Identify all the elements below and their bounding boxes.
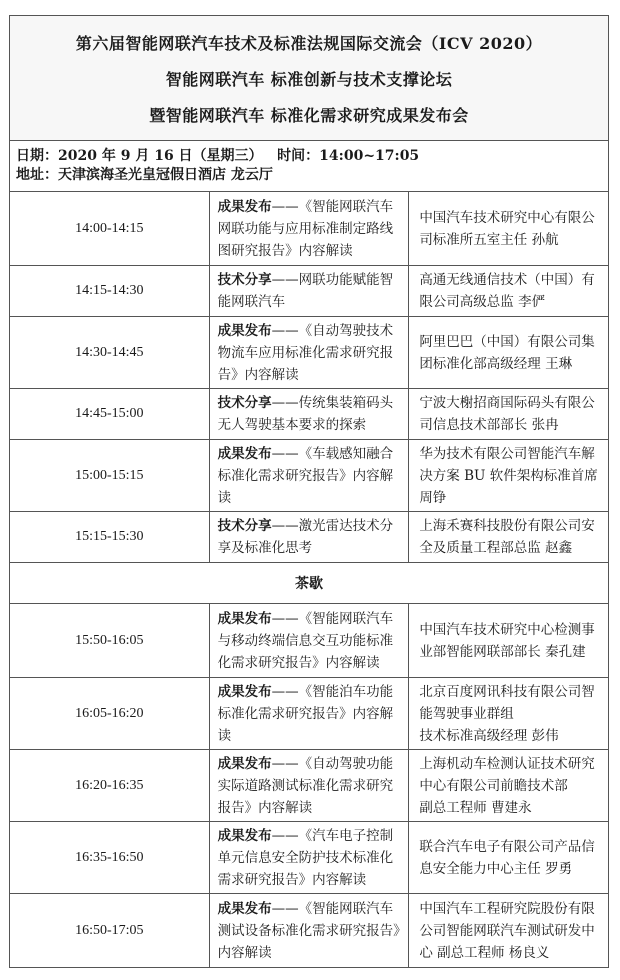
session-time: 14:30-14:45 xyxy=(10,317,210,389)
date-time-line: 日期：2020 年 9 月 16 日（星期三） 时间：14:00~17:05 xyxy=(16,148,420,164)
session-time: 16:20-16:35 xyxy=(10,750,210,822)
speaker-line: 宁波大榭招商国际码头有限公司信息技术部部长 张冉 xyxy=(419,395,595,433)
agenda-table xyxy=(9,15,609,968)
session-topic xyxy=(209,192,409,266)
session-time: 16:35-16:50 xyxy=(10,822,210,894)
venue-line: 地址：天津滨海圣光皇冠假日酒店 龙云厅 xyxy=(16,167,273,183)
session-title: ——《自动驾驶技术物流车应用标准化需求研究报告》内容解读 xyxy=(217,322,394,383)
session-title: ——《智能网联汽车网联功能与应用标准制定路线图研究报告》内容解读 xyxy=(217,198,394,259)
speaker-line: 北京百度网讯科技有限公司智能驾驶事业群组 xyxy=(419,683,595,722)
session-speaker xyxy=(409,317,609,389)
tea-break-label: 茶歇 xyxy=(10,563,609,604)
speaker-line: 上海禾赛科技股份有限公司安全及质量工程部总监 赵鑫 xyxy=(419,518,595,556)
session-row xyxy=(10,389,609,440)
speaker-line: 高通无线通信技术（中国）有限公司高级总监 李俨 xyxy=(419,272,595,310)
session-row xyxy=(10,317,609,389)
session-time: 15:00-15:15 xyxy=(10,440,210,512)
session-tag: 成果发布 xyxy=(217,755,272,772)
session-title: ——《智能网联汽车测试设备标准化需求研究报告》内容解读 xyxy=(217,900,400,961)
session-time: 14:45-15:00 xyxy=(10,389,210,440)
session-row xyxy=(10,192,609,266)
session-speaker xyxy=(409,678,609,750)
speaker-line: 周铮 xyxy=(419,489,447,506)
session-row xyxy=(10,440,609,512)
session-topic xyxy=(209,512,409,563)
session-tag: 成果发布 xyxy=(217,683,272,700)
session-title: ——《智能网联汽车与移动终端信息交互功能标准化需求研究报告》内容解读 xyxy=(217,610,394,671)
session-speaker xyxy=(409,192,609,266)
break-row xyxy=(10,563,609,604)
info-cell xyxy=(10,141,609,192)
session-topic xyxy=(209,822,409,894)
session-title: ——《汽车电子控制单元信息安全防护技术标准化需求研究报告》内容解读 xyxy=(217,827,394,888)
session-row xyxy=(10,266,609,317)
session-topic xyxy=(209,440,409,512)
session-topic xyxy=(209,894,409,968)
session-row xyxy=(10,678,609,750)
session-tag: 成果发布 xyxy=(217,610,272,627)
session-topic xyxy=(209,750,409,822)
session-time: 16:05-16:20 xyxy=(10,678,210,750)
session-time: 15:15-15:30 xyxy=(10,512,210,563)
session-topic xyxy=(209,604,409,678)
session-speaker xyxy=(409,512,609,563)
speaker-line: 中国汽车工程研究院股份有限公司智能网联汽车测试研发中心 副总工程师 杨良义 xyxy=(419,900,595,961)
conference-title: 第六届智能网联汽车技术及标准法规国际交流会（ICV 2020） xyxy=(75,34,543,53)
session-speaker xyxy=(409,604,609,678)
session-tag: 成果发布 xyxy=(217,827,272,844)
title-cell xyxy=(10,16,609,141)
speaker-line: 副总工程师 曹建永 xyxy=(419,799,532,816)
speaker-line: 上海机动车检测认证技术研究中心有限公司前瞻技术部 xyxy=(419,755,595,794)
speaker-line: 中国汽车技术研究中心有限公司标准所五室主任 孙航 xyxy=(419,209,595,248)
session-title: ——传统集装箱码头无人驾驶基本要求的探索 xyxy=(217,395,394,433)
release-title: 暨智能网联汽车 标准化需求研究成果发布会 xyxy=(149,106,469,125)
session-speaker xyxy=(409,822,609,894)
session-topic xyxy=(209,389,409,440)
session-speaker xyxy=(409,750,609,822)
session-time: 15:50-16:05 xyxy=(10,604,210,678)
session-speaker xyxy=(409,440,609,512)
session-speaker xyxy=(409,894,609,968)
session-tag: 成果发布 xyxy=(217,198,272,215)
session-time: 14:15-14:30 xyxy=(10,266,210,317)
session-title: ——《自动驾驶功能实际道路测试标准化需求研究报告》内容解读 xyxy=(217,755,394,816)
speaker-line: 联合汽车电子有限公司产品信息安全能力中心主任 罗勇 xyxy=(419,838,595,877)
session-topic xyxy=(209,317,409,389)
agenda-document xyxy=(9,15,609,968)
session-row xyxy=(10,750,609,822)
forum-title: 智能网联汽车 标准创新与技术支撑论坛 xyxy=(165,70,453,89)
speaker-line: 华为技术有限公司智能汽车解决方案 BU 软件架构标准首席 xyxy=(419,445,598,484)
speaker-line: 阿里巴巴（中国）有限公司集团标准化部高级经理 王琳 xyxy=(419,333,595,372)
title-row xyxy=(10,16,609,141)
session-topic xyxy=(209,678,409,750)
session-row xyxy=(10,894,609,968)
session-time: 16:50-17:05 xyxy=(10,894,210,968)
session-title: ——激光雷达技术分享及标准化思考 xyxy=(217,518,394,556)
session-tag: 成果发布 xyxy=(217,900,272,917)
session-title: ——网联功能赋能智能网联汽车 xyxy=(217,272,394,310)
speaker-line: 中国汽车技术研究中心检测事业部智能网联部部长 秦孔建 xyxy=(419,621,595,660)
session-title: ——《智能泊车功能标准化需求研究报告》内容解读 xyxy=(217,683,394,744)
session-time: 14:00-14:15 xyxy=(10,192,210,266)
session-tag: 技术分享 xyxy=(217,518,272,534)
info-row xyxy=(10,141,609,192)
session-row xyxy=(10,604,609,678)
speaker-line: 技术标准高级经理 彭伟 xyxy=(419,727,559,744)
session-speaker xyxy=(409,266,609,317)
session-tag: 技术分享 xyxy=(217,272,272,288)
session-topic xyxy=(209,266,409,317)
session-speaker xyxy=(409,389,609,440)
session-tag: 成果发布 xyxy=(217,322,272,339)
session-row xyxy=(10,822,609,894)
session-row xyxy=(10,512,609,563)
session-title: ——《车载感知融合标准化需求研究报告》内容解读 xyxy=(217,445,394,506)
session-tag: 成果发布 xyxy=(217,445,272,462)
session-tag: 技术分享 xyxy=(217,395,272,411)
